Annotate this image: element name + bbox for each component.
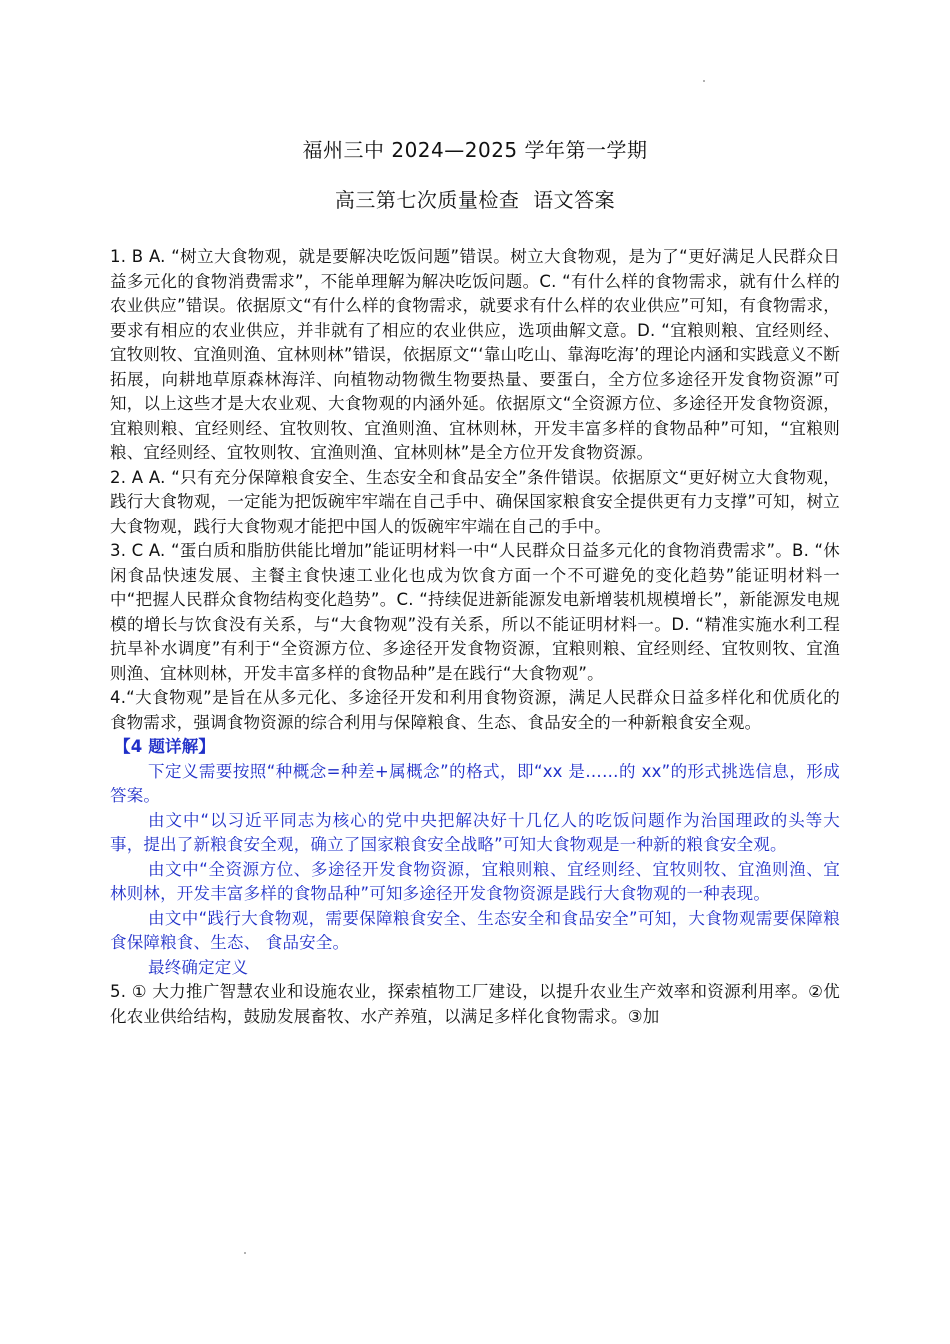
answer-q1: 1. B A. “树立大食物观，就是要解决吃饭问题”错误。树立大食物观，是为了“更好满足人民群众日益多元化的食物消费需求”，不能单理解为解决吃饭问题。C. “有什么样的食物需求，就有什么样的农业供应”错误。依据原文“有什么样的食物需求，就要求有什么样的农业供应”可知，有食物需求，要求有相应的农业供应，并非就有了相应的农业供应，选项曲解文意。D. “宜粮则粮、宜经则经、宜牧则牧、宜渔则渔、宜林则林”错误，依据原文“‘靠山吃山、靠海吃海’的理论内涵和实践意义不断拓展，向耕地草原森林海洋、向植物动物微生物要热量、要蛋白，全方位多途径开发食物资源”可知，以上这些才是大农业观、大食物观的内涵外延。依据原文“全资源方位、多途径开发食物资源，宜粮则粮、宜经则经、宜牧则牧、宜渔则渔、宜林则林，开发丰富多样的食物品种”可知，“宜粮则粮、宜经则经、宜牧则牧、宜渔则渔、宜林则林”是全方位开发食物资源。 — [110, 247, 840, 462]
answer-q5: 5. ① 大力推广智慧农业和设施农业，探索植物工厂建设，以提升农业生产效率和资源利用率。②优化农业供给结构，鼓励发展畜牧、水产养殖，以满足多样化食物需求。③加 — [110, 982, 840, 1026]
q4-detail-paragraph: 由文中“以习近平同志为核心的党中央把解决好十几亿人的吃饭问题作为治国理政的头等大事，提出了新粮食安全观，确立了国家粮食安全战略”可知大食物观是一种新的粮食安全观。 — [110, 810, 840, 854]
scan-dot-bottom-left — [244, 1252, 246, 1254]
q4-detail-paragraph: 由文中“全资源方位、多途径开发食物资源，宜粮则粮、宜经则经、宜牧则牧、宜渔则渔、宜林则林，开发丰富多样的食物品种”可知多途径开发食物资源是践行大食物观的一种表现。 — [110, 859, 840, 903]
q4-detail-heading: 【4 题详解】 — [114, 737, 216, 756]
document-subtitle: 高三第七次质量检查 语文答案 — [334, 188, 616, 212]
scan-dot-top-right — [703, 80, 705, 82]
answer-q4: 4.“大食物观”是旨在从多元化、多途径开发和利用食物资源，满足人民群众日益多样化和优质化的食物需求，强调食物资源的综合利用与保障粮食、生态、食品安全的一种新粮食安全观。 — [110, 688, 840, 732]
answer-q3: 3. C A. “蛋白质和脂肪供能比增加”能证明材料一中“人民群众日益多元化的食物消费需求”。B. “休闲食品快速发展、主餐主食快速工业化也成为饮食方面一个不可避免的变化趋势”能证明材料一中“把握人民群众食物结构变化趋势”。C. “持续促进新能源发电新增装机规模增长”，新能源发电规模的增长与饮食没有关系，与“大食物观”没有关系，所以不能证明材料一。D. “精准实施水利工程抗旱补水调度”有利于“全资源方位、多途径开发食物资源，宜粮则粮、宜经则经、宜牧则牧、宜渔则渔、宜林则林，开发丰富多样的食物品种”是在践行“大食物观”。 — [110, 541, 840, 683]
document-title: 福州三中 2024—2025 学年第一学期 — [302, 138, 648, 162]
answer-q2: 2. A A. “只有充分保障粮食安全、生态安全和食品安全”条件错误。依据原文“更好树立大食物观，践行大食物观，一定能为把饭碗牢牢端在自己手中、确保国家粮食安全提供更有力支撑”可知，树立大食物观，践行大食物观才能把中国人的饭碗牢牢端在自己的手中。 — [110, 467, 840, 536]
answer-body — [110, 245, 840, 1029]
q4-detail-paragraph: 由文中“践行大食物观，需要保障粮食安全、生态安全和食品安全”可知，大食物观需要保障粮食保障粮食、生态、 食品安全。 — [110, 908, 840, 952]
q4-detail-paragraph: 下定义需要按照“种概念=种差+属概念”的格式，即“xx 是……的 xx”的形式挑选信息，形成答案。 — [110, 761, 840, 805]
q4-conclusion: 最终确定定义 — [148, 957, 249, 977]
